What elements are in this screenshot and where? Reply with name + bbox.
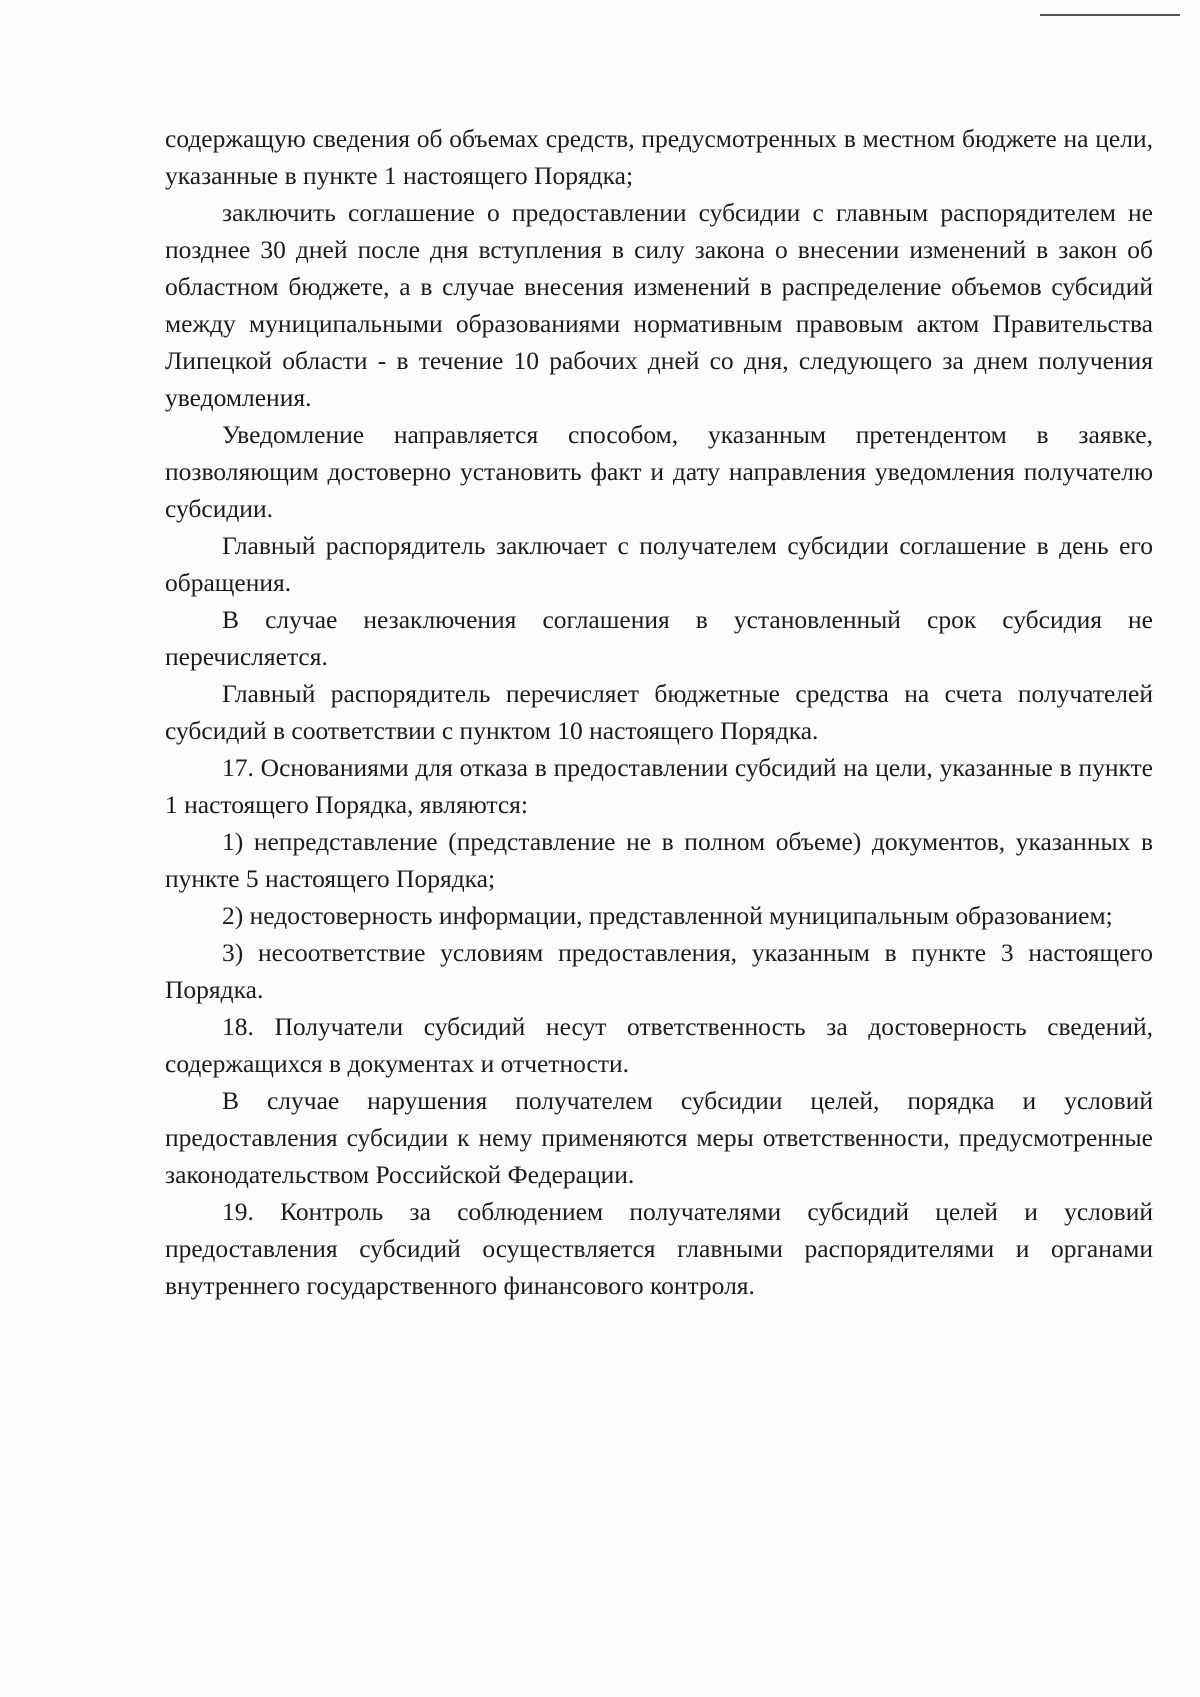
paragraph-item-17-3: 3) несоответствие условиям предоставления, указанным в пункте 3 настоящего Порядка. (165, 938, 1153, 1004)
paragraph-item-19: 19. Контроль за соблюдением получателями субсидий целей и условий предоставления субсидий осуществляется главными распорядителями и органами внутреннего государственного финансового контроля. (165, 1197, 1153, 1300)
paragraph-item-17-2: 2) недостоверность информации, представленной муниципальным образованием; (222, 901, 1113, 930)
paragraph-item-17: 17. Основаниями для отказа в предоставлении субсидий на цели, указанные в пункте 1 настоящего Порядка, являются: (165, 753, 1153, 819)
top-rule-line (1040, 14, 1180, 16)
paragraph-continuation: содержащую сведения об объемах средств, предусмотренных в местном бюджете на цели, указанные в пункте 1 настоящего Порядка; (165, 124, 1153, 190)
paragraph-non-conclusion: В случае незаключения соглашения в установленный срок субсидия не перечисляется. (165, 605, 1153, 671)
document-body (165, 120, 1153, 1304)
paragraph-violation: В случае нарушения получателем субсидии целей, порядка и условий предоставления субсидии к нему применяются меры ответственности, предусмотренные законодательством Российской Федерации. (165, 1086, 1153, 1189)
paragraph-item-18: 18. Получатели субсидий несут ответственность за достоверность сведений, содержащихся в документах и отчетности. (165, 1012, 1153, 1078)
paragraph-conclude-agreement: заключить соглашение о предоставлении субсидии с главным распорядителем не позднее 30 дней после дня вступления в силу закона о внесении изменений в закон об областном бюджете, а в случае внесения изменений в распределение объемов субсидий между муниципальными образованиями нормативным правовым актом Правительства Липецкой области - в течение 10 рабочих дней со дня, следующего за днем получения уведомления. (165, 198, 1153, 412)
paragraph-transfer-funds: Главный распорядитель перечисляет бюджетные средства на счета получателей субсидий в соответствии с пунктом 10 настоящего Порядка. (165, 679, 1153, 745)
paragraph-agreement-day: Главный распорядитель заключает с получателем субсидии соглашение в день его обращения. (165, 531, 1153, 597)
paragraph-notification: Уведомление направляется способом, указанным претендентом в заявке, позволяющим достоверно установить факт и дату направления уведомления получателю субсидии. (165, 420, 1153, 523)
paragraph-item-17-1: 1) непредставление (представление не в полном объеме) документов, указанных в пункте 5 настоящего Порядка; (165, 827, 1153, 893)
